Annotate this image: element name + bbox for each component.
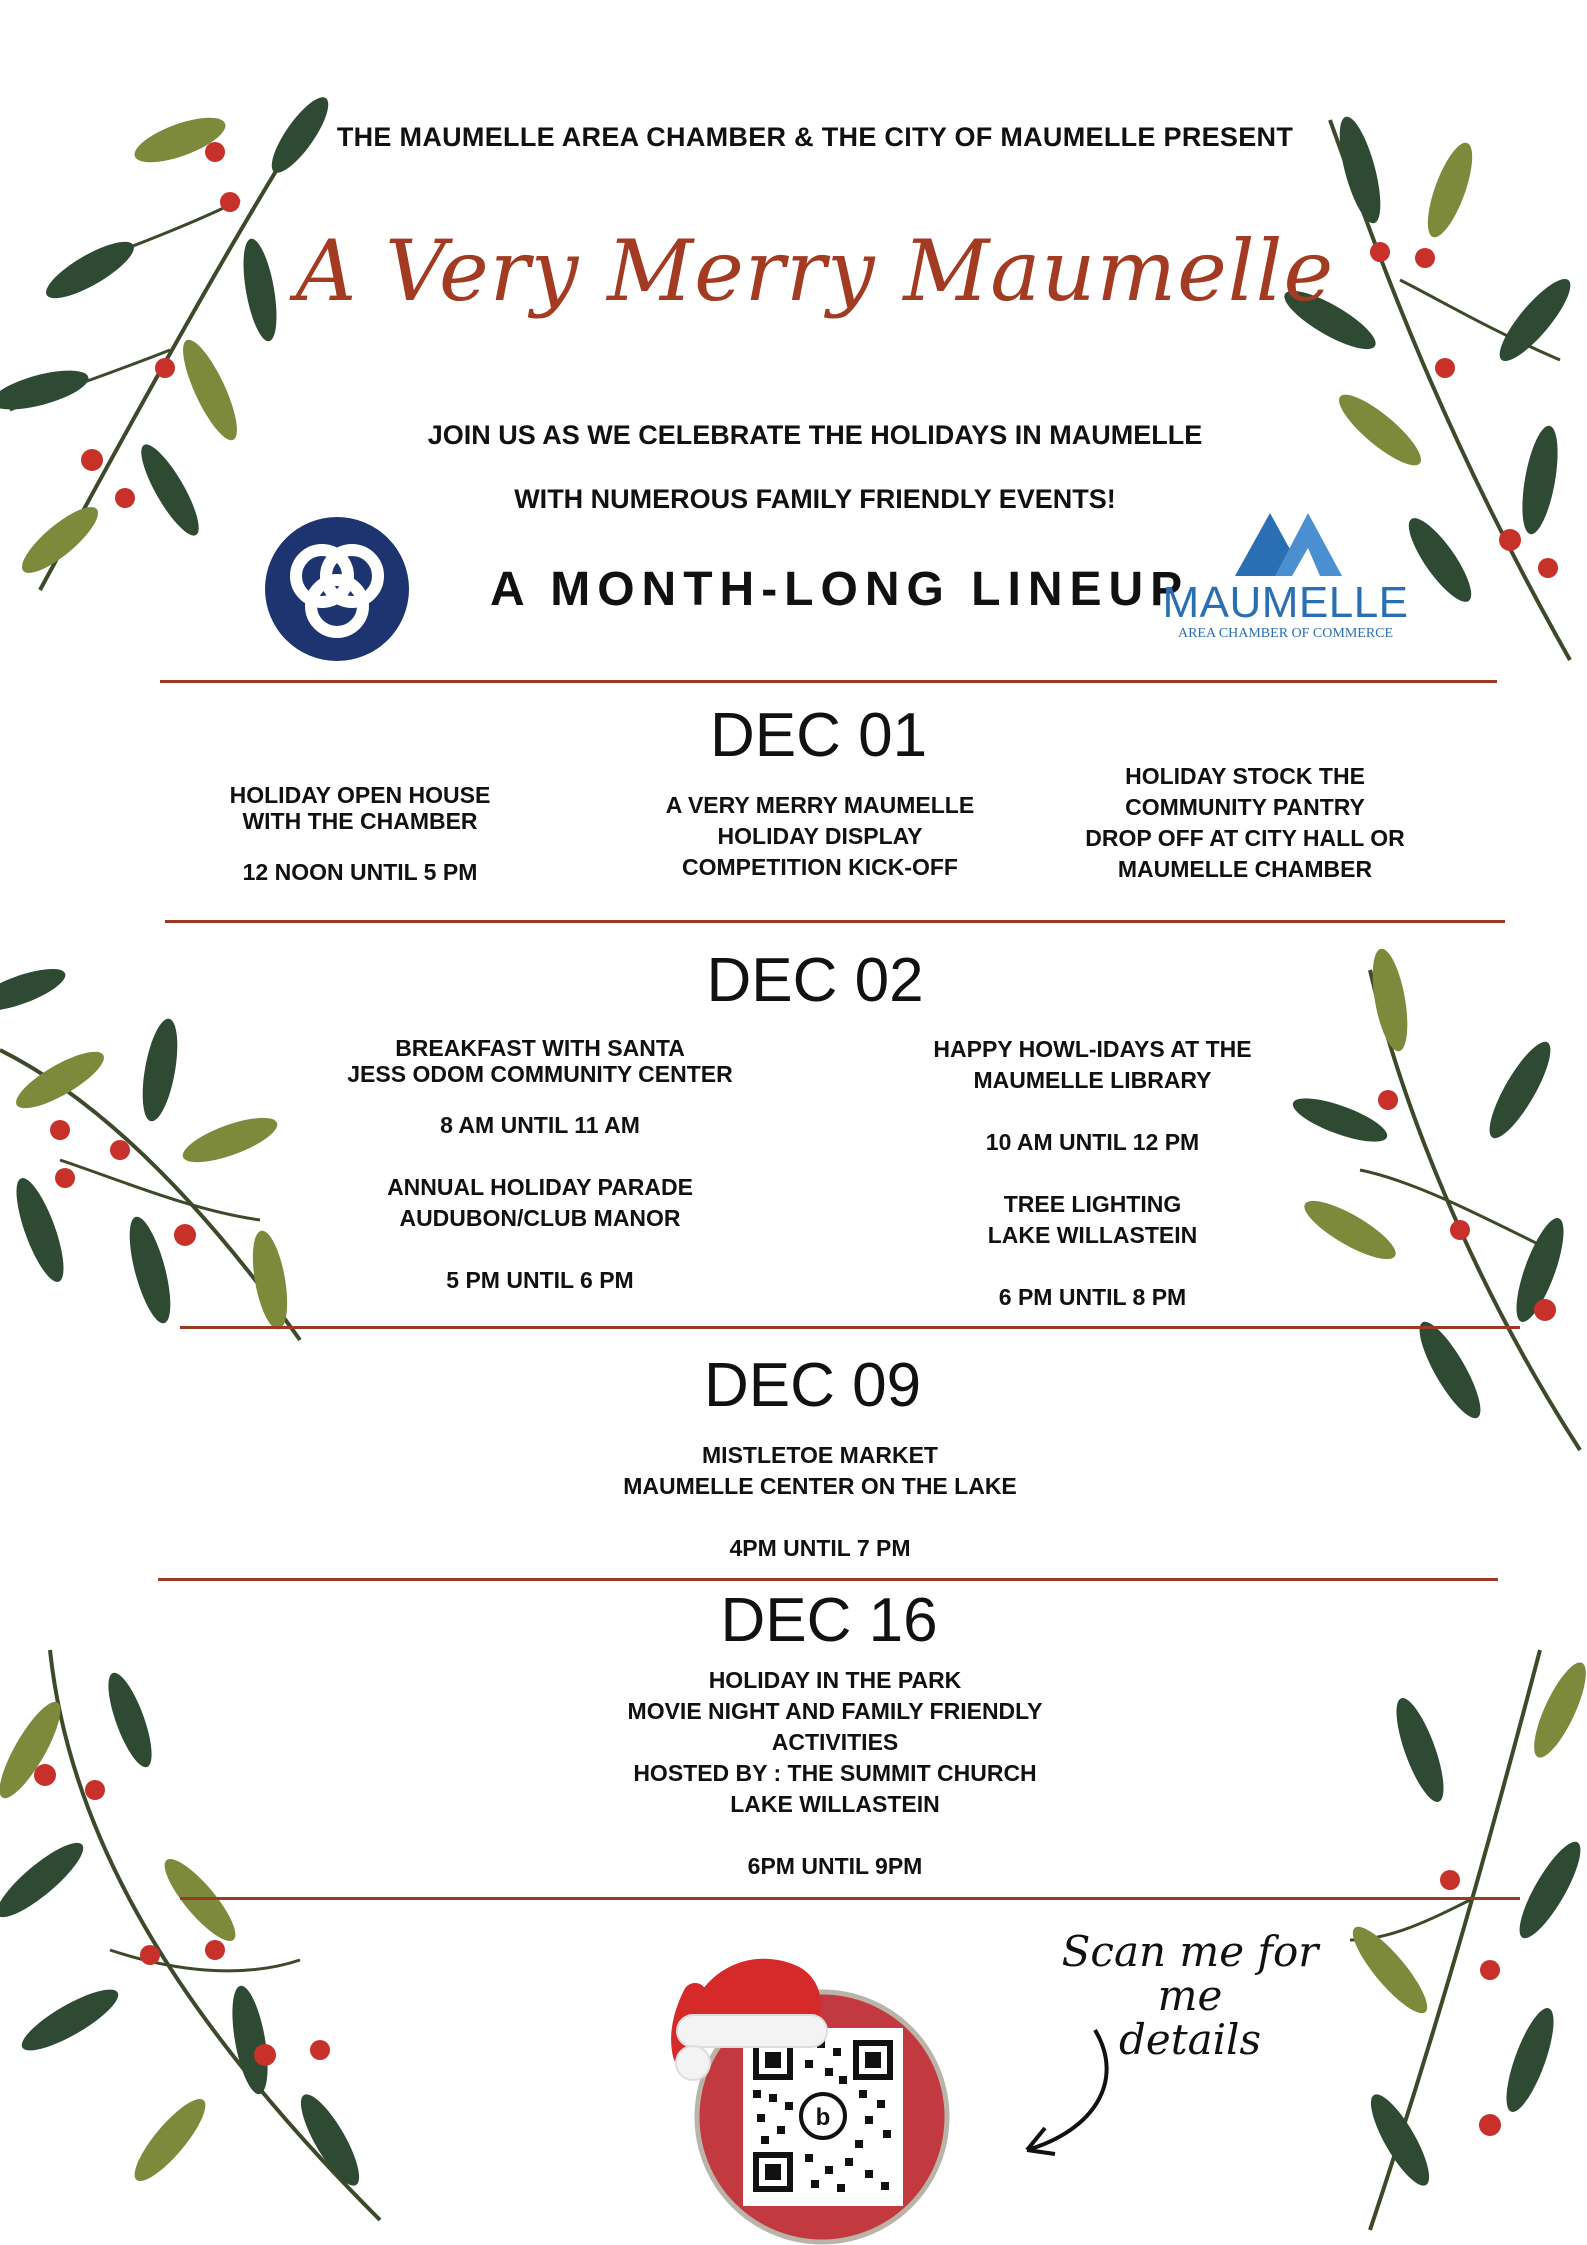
event-line: MOVIE NIGHT AND FAMILY FRIENDLY: [627, 1698, 1043, 1724]
presenter-line: THE MAUMELLE AREA CHAMBER & THE CITY OF MAUMELLE PRESENT: [336, 122, 1294, 152]
scan-line-1: Scan me for me: [1061, 1927, 1319, 2020]
event-line: HOLIDAY DISPLAY: [717, 823, 923, 849]
event-holiday-in-the-park: [590, 1665, 1080, 1882]
section-divider: [180, 1897, 1520, 1900]
event-line: MAUMELLE CHAMBER: [1117, 856, 1373, 882]
event-time: 6PM UNTIL 9PM: [747, 1853, 923, 1879]
event-line: TREE LIGHTING: [1003, 1191, 1182, 1217]
lineup-heading: A MONTH-LONG LINEUP: [490, 563, 1190, 616]
date-heading-dec09: DEC 09: [703, 1351, 922, 1420]
event-line: HOLIDAY IN THE PARK: [708, 1667, 962, 1693]
event-title: A Very Merry Maumelle: [295, 222, 1335, 320]
event-line: HOLIDAY OPEN HOUSE: [229, 782, 491, 808]
intro-line-1: JOIN US AS WE CELEBRATE THE HOLIDAYS IN MAUMELLE: [427, 420, 1203, 450]
event-line: ANNUAL HOLIDAY PARADE: [387, 1174, 693, 1200]
event-community-pantry: [1080, 761, 1410, 885]
event-line: COMMUNITY PANTRY: [1125, 794, 1365, 820]
chamber-logo-name: MAUMELLE: [1162, 578, 1409, 627]
event-display-competition: [640, 790, 1000, 883]
event-line: MAUMELLE LIBRARY: [973, 1067, 1212, 1093]
event-time: 4PM UNTIL 7 PM: [729, 1535, 911, 1561]
event-line: JESS ODOM COMMUNITY CENTER: [347, 1061, 733, 1087]
event-line: MAUMELLE CENTER ON THE LAKE: [623, 1473, 1017, 1499]
mistletoe-branch-icon: [0, 970, 320, 1360]
event-time: 6 PM UNTIL 8 PM: [998, 1284, 1187, 1310]
event-line: BREAKFAST WITH SANTA: [395, 1035, 685, 1061]
mistletoe-branch-icon: [0, 1640, 400, 2240]
event-column-left: [340, 1033, 740, 1296]
event-line: LAKE WILLASTEIN: [987, 1222, 1198, 1248]
date-heading-dec01: DEC 01: [709, 701, 928, 770]
svg-text:b: b: [815, 2104, 831, 2131]
santa-hat-icon: [655, 1935, 835, 2085]
event-line: COMPETITION KICK-OFF: [682, 854, 958, 880]
event-line: HOSTED BY : THE SUMMIT CHURCH: [633, 1760, 1037, 1786]
event-line: A VERY MERRY MAUMELLE: [665, 792, 975, 818]
event-line: HOLIDAY STOCK THE: [1125, 763, 1365, 789]
section-divider: [165, 920, 1505, 923]
event-time: 8 AM UNTIL 11 AM: [440, 1112, 640, 1138]
curved-arrow-icon: [1015, 2020, 1125, 2160]
event-time: 10 AM UNTIL 12 PM: [985, 1129, 1200, 1155]
section-divider: [158, 1578, 1498, 1581]
event-mistletoe-market: [580, 1440, 1060, 1564]
event-line: ACTIVITIES: [771, 1729, 899, 1755]
section-divider: [180, 1326, 1520, 1329]
event-line: HAPPY HOWL-IDAYS AT THE: [933, 1036, 1252, 1062]
intro-line-2: WITH NUMEROUS FAMILY FRIENDLY EVENTS!: [514, 484, 1116, 514]
event-line: LAKE WILLASTEIN: [730, 1791, 940, 1817]
section-divider: [160, 680, 1497, 683]
interlocking-rings-icon: [262, 514, 412, 664]
event-line: AUDUBON/CLUB MANOR: [399, 1205, 681, 1231]
event-column-right: [910, 1034, 1275, 1313]
date-heading-dec02: DEC 02: [706, 946, 924, 1015]
chamber-logo-subtitle: AREA CHAMBER OF COMMERCE: [1177, 626, 1394, 641]
event-line: WITH THE CHAMBER: [242, 808, 478, 834]
scan-line-2: details: [1118, 2015, 1262, 2064]
event-time: 12 NOON UNTIL 5 PM: [242, 859, 478, 885]
event-line: DROP OFF AT CITY HALL OR: [1085, 825, 1405, 851]
date-heading-dec16: DEC 16: [720, 1586, 938, 1655]
mountain-m-icon: [1230, 508, 1345, 578]
event-line: MISTLETOE MARKET: [702, 1442, 938, 1468]
event-time: 5 PM UNTIL 6 PM: [446, 1267, 634, 1293]
event-open-house: [210, 780, 510, 888]
mistletoe-branch-icon: [1340, 1640, 1587, 2240]
